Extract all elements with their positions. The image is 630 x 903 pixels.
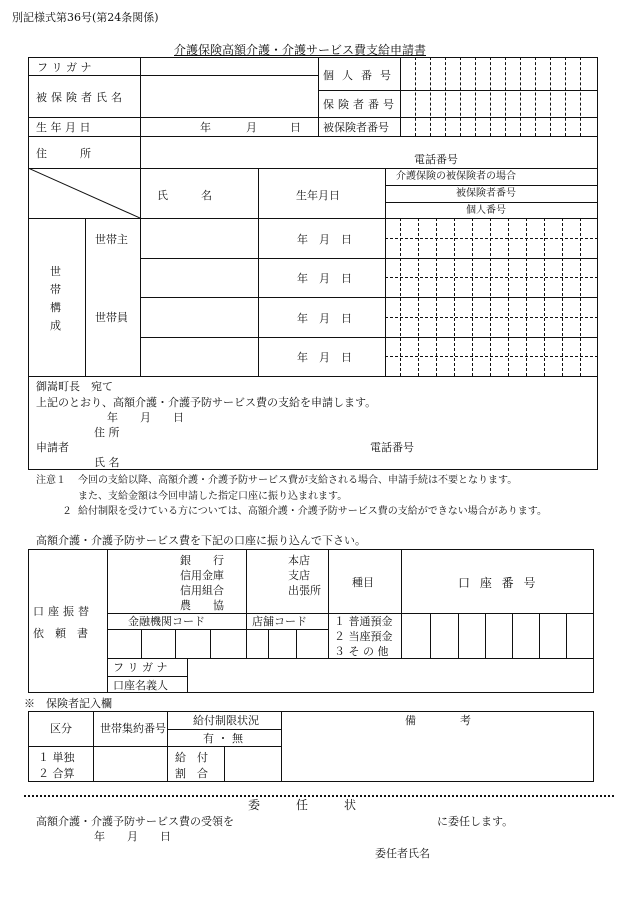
row1-date: 年 月 日 bbox=[297, 233, 352, 246]
note2: 給付制限を受けている方については、高額介護・介護予防サービス費の支給ができない場合があります。 bbox=[78, 506, 547, 517]
holder-furigana-label: フ リ ガ ナ bbox=[113, 661, 168, 674]
address-label: 住 所 bbox=[36, 147, 91, 160]
delegation-date: 年 月 日 bbox=[94, 830, 171, 843]
insured-name-label: 被保険者氏名 bbox=[36, 91, 126, 104]
bank-type-3: 信用組合 bbox=[180, 584, 224, 597]
addressee: 御嵩町長 宛て bbox=[36, 380, 113, 393]
household-label-2: 帯 bbox=[50, 283, 61, 296]
request-date: 年 月 日 bbox=[107, 411, 184, 424]
household-label-3: 構 bbox=[50, 301, 61, 314]
birth-day: 日 bbox=[290, 121, 301, 134]
applicant-label: 申請者 bbox=[36, 441, 69, 454]
phone-label: 電話番号 bbox=[414, 153, 458, 166]
insured-case-header: 介護保険の被保険者の場合 bbox=[396, 171, 516, 182]
bank-type-2: 信用金庫 bbox=[180, 569, 224, 582]
account-type-label: 種目 bbox=[352, 576, 374, 589]
account-holder-label: 口座名義人 bbox=[113, 679, 168, 692]
bank-type-1: 銀 行 bbox=[180, 554, 224, 567]
furigana-label: フ リ ガ ナ bbox=[37, 61, 92, 74]
household-number-label: 世帯集約番号 bbox=[100, 722, 166, 735]
branch-type-1: 本店 bbox=[288, 554, 310, 567]
transfer-request-label-1: 口座振替 bbox=[33, 605, 93, 618]
insured-number-header: 被保険者番号 bbox=[456, 188, 516, 199]
transfer-request-label-2: 依 頼 書 bbox=[33, 627, 88, 640]
account-number-label: 口 座 番 号 bbox=[458, 576, 539, 590]
member-label: 世帯員 bbox=[95, 311, 128, 324]
request-statement: 上記のとおり、高額介護・介護予防サービス費の支給を申請します。 bbox=[36, 396, 377, 409]
delegation-title: 委 任 状 bbox=[248, 798, 357, 812]
account-type-1: １ 普通預金 bbox=[334, 615, 393, 628]
bank-code-label: 金融機関コード bbox=[128, 615, 205, 628]
household-label-1: 世 bbox=[50, 265, 61, 278]
birthdate-label: 生 年 月 日 bbox=[36, 121, 91, 134]
delegator-name-label: 委任者氏名 bbox=[375, 847, 430, 860]
request-phone-label: 電話番号 bbox=[370, 441, 414, 454]
note2-label: ２ bbox=[62, 506, 72, 517]
row4-date: 年 月 日 bbox=[297, 351, 352, 364]
bank-lead: 高額介護・介護予防サービス費を下記の口座に振り込んで下さい。 bbox=[36, 534, 366, 547]
combined-label: ２ 合算 bbox=[38, 767, 75, 780]
account-type-2: ２ 当座預金 bbox=[334, 630, 393, 643]
ratio-label: 割 合 bbox=[175, 767, 208, 780]
personal-number-label: 個人番号 bbox=[323, 69, 399, 82]
household-label-4: 成 bbox=[50, 319, 61, 332]
branch-code-label: 店舗コード bbox=[252, 615, 307, 628]
row3-date: 年 月 日 bbox=[297, 312, 352, 325]
delegation-line1b: に委任します。 bbox=[437, 815, 514, 828]
branch-type-3: 出張所 bbox=[288, 584, 321, 597]
bank-type-4: 農 協 bbox=[180, 599, 224, 612]
benefit-limit-label: 給付制限状況 bbox=[193, 714, 259, 727]
insured-number-label: 被保険者番号 bbox=[323, 121, 389, 134]
insurer-number-label: 保険者番号 bbox=[323, 98, 398, 111]
note1b: また、支給金額は今回申請した指定口座に振り込まれます。 bbox=[78, 491, 348, 502]
request-address-label: 住 所 bbox=[94, 426, 120, 439]
name-header: 氏 名 bbox=[157, 189, 212, 202]
single-label: １ 単独 bbox=[38, 751, 75, 764]
row2-date: 年 月 日 bbox=[297, 272, 352, 285]
request-name-label: 氏 名 bbox=[94, 456, 120, 469]
personal-number-header: 個人番号 bbox=[466, 205, 506, 216]
benefit-label: 給 付 bbox=[175, 751, 208, 764]
yes-no-label: 有 ・ 無 bbox=[203, 732, 243, 745]
branch-type-2: 支店 bbox=[288, 569, 310, 582]
diagonal-line bbox=[28, 168, 140, 218]
birth-year: 年 bbox=[200, 121, 211, 134]
note1-label: 注意１ bbox=[36, 475, 66, 486]
form-number: 別記様式第36号(第24条関係) bbox=[12, 11, 159, 24]
note1: 今回の支給以降、高額介護・介護予防サービス費が支給される場合、申請手続は不要となります。 bbox=[78, 475, 518, 486]
birth-month: 月 bbox=[246, 121, 257, 134]
cut-line bbox=[24, 795, 614, 797]
category-label: 区分 bbox=[50, 722, 72, 735]
head-label: 世帯主 bbox=[95, 233, 128, 246]
form-title: 介護保険高額介護・介護サービス費支給申請書 bbox=[174, 43, 427, 57]
birthdate-header: 生年月日 bbox=[296, 189, 340, 202]
insurer-heading: ※ 保険者記入欄 bbox=[24, 697, 112, 710]
account-type-3: ３ そ の 他 bbox=[334, 645, 389, 658]
delegation-line1: 高額介護・介護予防サービス費の受領を bbox=[36, 815, 234, 828]
remarks-label: 備 考 bbox=[405, 714, 471, 727]
